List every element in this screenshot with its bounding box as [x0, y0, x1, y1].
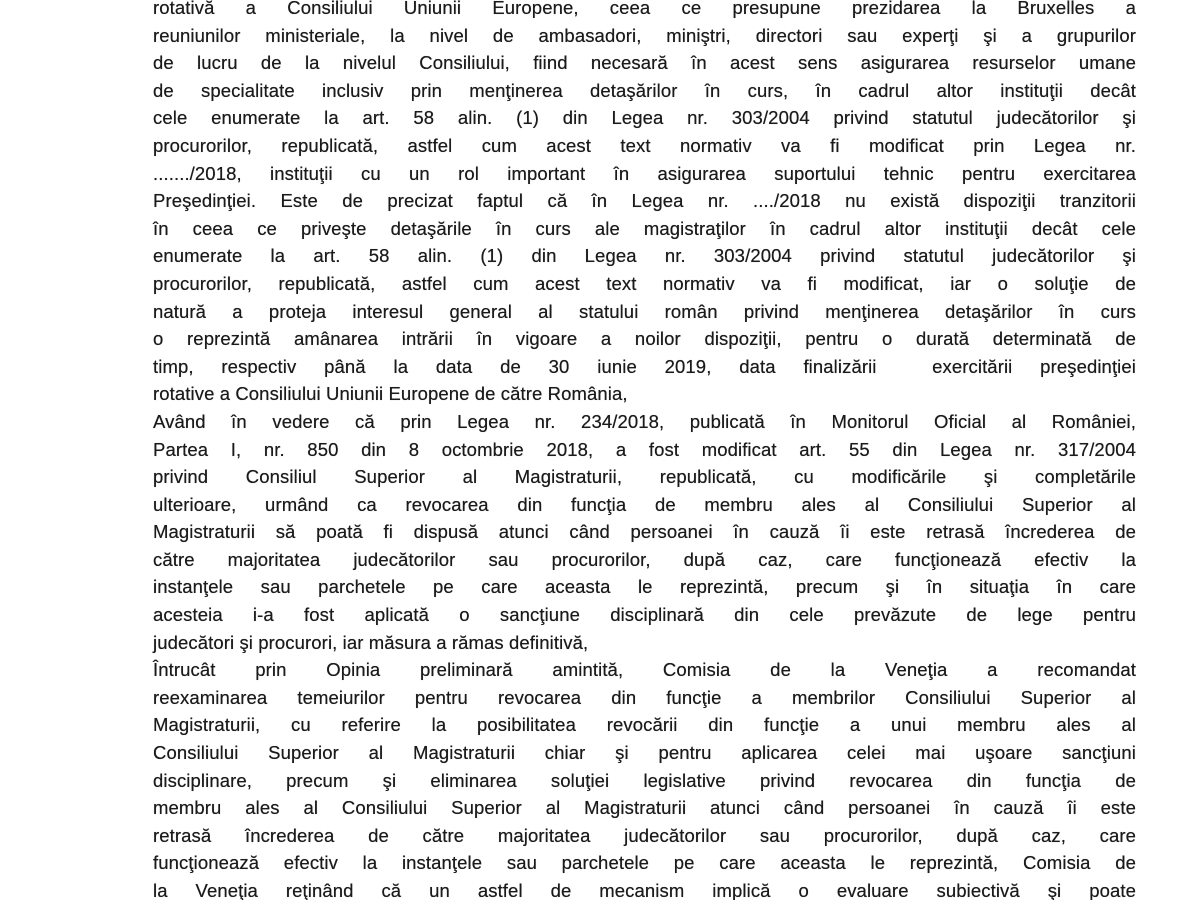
text-line: ulterioare, urmând ca revocarea din funcţia de membru ales al Consiliului Superior al: [153, 493, 1136, 515]
text-line: către majoritatea judecătorilor sau procurorilor, după caz, care funcţionează efectiv la: [153, 548, 1136, 570]
text-line: instanţele sau parchetele pe care aceasta le reprezintă, precum şi în situaţia în care: [153, 576, 1136, 598]
text-line: Magistraturii, cu referire la posibilitatea revocării din funcţie a unui membru ales al: [153, 714, 1136, 736]
text-line: Magistraturii să poată fi dispusă atunci când persoanei în cauză îi este retrasă încrederea de: [153, 521, 1136, 543]
text-line: de specialitate inclusiv prin menţinerea detaşărilor în curs, în cadrul altor instituţii decât: [153, 79, 1136, 101]
text-line: ......./2018, instituţii cu un rol important în asigurarea suportului tehnic pentru exercitarea: [153, 162, 1136, 184]
text-line: procurorilor, republicată, astfel cum acest text normativ va fi modificat prin Legea nr.: [153, 134, 1136, 156]
text-line: în ceea ce priveşte detaşările în curs ale magistraţilor în cadrul altor instituţii decât cele: [153, 217, 1136, 239]
text-line: enumerate la art. 58 alin. (1) din Legea nr. 303/2004 privind statutul judecătorilor şi: [153, 245, 1136, 267]
text-line: retrasă încrederea de către majoritatea judecătorilor sau procurorilor, după caz, care: [153, 824, 1136, 846]
text-line: timp, respectiv până la data de 30 iunie 2019, data finalizării exercitării preşedinţiei: [153, 355, 1136, 377]
text-line: judecători şi procurori, iar măsura a rămas definitivă,: [153, 631, 589, 653]
text-line: disciplinare, precum şi eliminarea soluţiei legislative privind revocarea din funcţia de: [153, 769, 1136, 791]
document-text-block: [153, 0, 1136, 900]
text-line: procurorilor, republicată, astfel cum acest text normativ va fi modificat, iar o soluţie de: [153, 272, 1136, 294]
text-line: natură a proteja interesul general al statului român privind menţinerea detaşărilor în curs: [153, 300, 1136, 322]
text-line: la Veneţia reţinând că un astfel de mecanism implică o evaluare subiectivă şi poate: [153, 880, 1136, 900]
text-line: funcţionează efectiv la instanţele sau parchetele pe care aceasta le reprezintă, Comisia de: [153, 852, 1136, 874]
text-line: reuniunilor ministeriale, la nivel de ambasadori, miniştri, directori sau experţi şi a grupurilor: [153, 24, 1136, 46]
text-line: Întrucât prin Opinia preliminară amintită, Comisia de la Veneţia a recomandat: [153, 659, 1136, 681]
text-line: o reprezintă amânarea intrării în vigoare a noilor dispoziţii, pentru o durată determinată de: [153, 328, 1136, 350]
text-line: Consiliului Superior al Magistraturii chiar şi pentru aplicarea celei mai uşoare sancţiuni: [153, 742, 1136, 764]
text-line: Partea I, nr. 850 din 8 octombrie 2018, a fost modificat art. 55 din Legea nr. 317/2004: [153, 438, 1136, 460]
text-line: membru ales al Consiliului Superior al Magistraturii atunci când persoanei în cauză îi este: [153, 797, 1136, 819]
text-line: Preşedinţiei. Este de precizat faptul că în Legea nr. ..../2018 nu există dispoziţii tranzitorii: [153, 190, 1136, 212]
text-line: privind Consiliul Superior al Magistraturii, republicată, cu modificările şi completările: [153, 466, 1136, 488]
text-line: Având în vedere că prin Legea nr. 234/2018, publicată în Monitorul Oficial al României,: [153, 410, 1136, 432]
text-line: rotative a Consiliului Uniunii Europene de către România,: [153, 383, 628, 405]
text-line: reexaminarea temeiurilor pentru revocarea din funcţie a membrilor Consiliului Superior al: [153, 686, 1136, 708]
text-line: rotativă a Consiliului Uniunii Europene, ceea ce presupune prezidarea la Bruxelles a: [153, 0, 1136, 18]
text-line: de lucru de la nivelul Consiliului, fiind necesară în acest sens asigurarea resurselor umane: [153, 52, 1136, 74]
text-line: cele enumerate la art. 58 alin. (1) din Legea nr. 303/2004 privind statutul judecătorilor şi: [153, 107, 1136, 129]
text-line: acesteia i-a fost aplicată o sancţiune disciplinară din cele prevăzute de lege pentru: [153, 604, 1136, 626]
